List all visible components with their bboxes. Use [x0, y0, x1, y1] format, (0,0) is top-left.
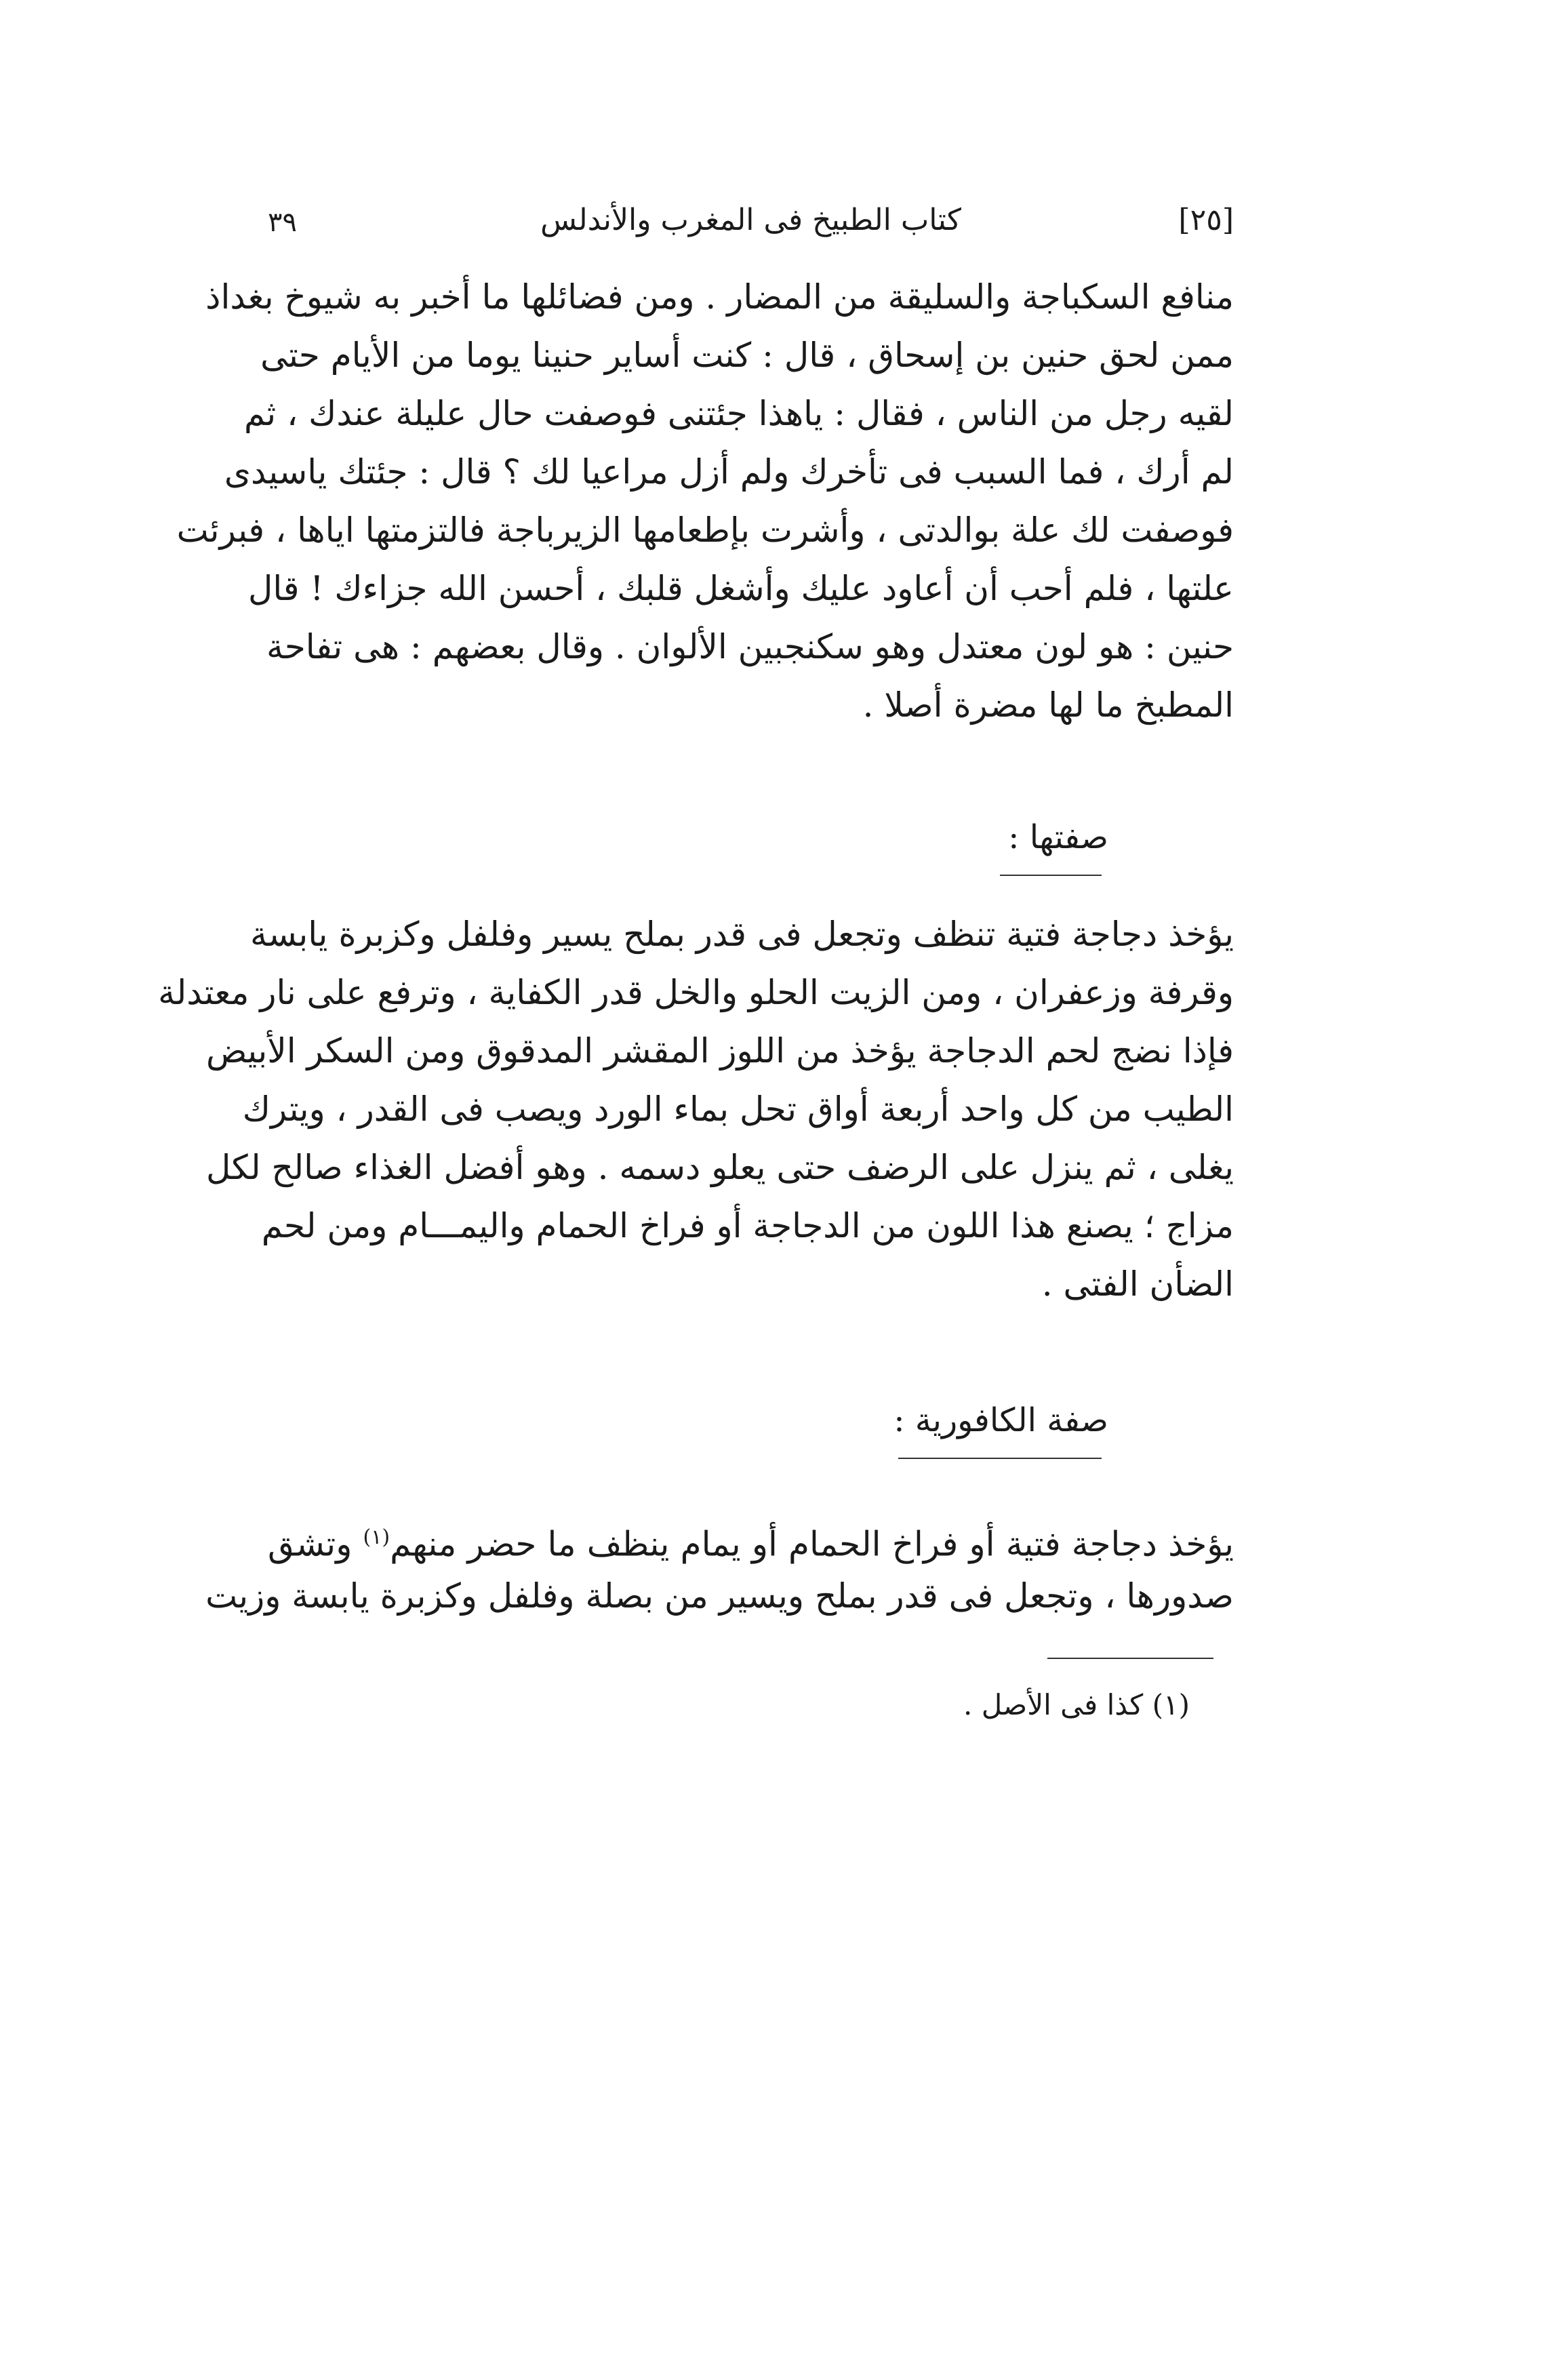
- paragraph-1: [176, 268, 1234, 734]
- text-line: يؤخذ دجاجة فتية تنظف وتجعل فى قدر بملح يسير وفلفل وكزبرة يابسة: [249, 915, 1234, 954]
- page-number: ٣٩: [268, 207, 297, 238]
- footnote: (١) كذا فى الأصل .: [963, 1688, 1190, 1721]
- text-segment: يؤخذ دجاجة فتية أو فراخ الحمام أو يمام ينظف ما حضر منهم: [390, 1524, 1234, 1564]
- footnote-separator: [1047, 1658, 1213, 1659]
- heading-underline: [1000, 875, 1102, 876]
- text-line: صدورها ، وتجعل فى قدر بملح ويسير من بصلة وفلفل وكزبرة يابسة وزيت: [205, 1576, 1234, 1616]
- text-line: لم أرك ، فما السبب فى تأخرك ولم أزل مراعيا لك ؟ قال : جئتك ياسيدى: [224, 452, 1234, 492]
- paragraph-3: [205, 1508, 1234, 1625]
- text-line: حنين : هو لون معتدل وهو سكنجبين الألوان . وقال بعضهم : هى تفاحة: [266, 627, 1234, 666]
- section-heading-sifatuha: صفتها :: [1008, 818, 1108, 856]
- section-heading-kafuriya: صفة الكافورية :: [893, 1401, 1108, 1439]
- text-line: فوصفت لك علة بوالدتى ، وأشرت بإطعامها الزيرباجة فالتزمتها اياها ، فبرئت: [176, 511, 1234, 550]
- text-line: المطبخ ما لها مضرة أصلا .: [862, 685, 1234, 725]
- text-line: يغلى ، ثم ينزل على الرضف حتى يعلو دسمه . وهو أفضل الغذاء صالح لكل: [205, 1148, 1234, 1187]
- text-line: الضأن الفتى .: [1041, 1264, 1234, 1304]
- text-segment: وتشق: [268, 1524, 363, 1564]
- text-line: وقرفة وزعفران ، ومن الزيت الحلو والخل قدر الكفاية ، وترفع على نار معتدلة: [158, 973, 1234, 1012]
- running-title: كتاب الطبيخ فى المغرب والأندلس: [540, 203, 961, 237]
- chapter-number: [٢٥]: [1178, 203, 1234, 237]
- text-line: الطيب من كل واحد أربعة أواق تحل بماء الورد ويصب فى القدر ، ويترك: [242, 1089, 1234, 1129]
- paragraph-2: [158, 905, 1234, 1313]
- text-line: ممن لحق حنين بن إسحاق ، قال : كنت أساير حنينا يوما من الأيام حتى: [260, 336, 1234, 375]
- text-line: فإذا نضج لحم الدجاجة يؤخذ من اللوز المقشر المدقوق ومن السكر الأبيض: [206, 1031, 1234, 1071]
- heading-underline: [898, 1458, 1102, 1459]
- text-line: لقيه رجل من الناس ، فقال : ياهذا جئتنى فوصفت حال عليلة عندك ، ثم: [243, 394, 1234, 433]
- text-line: منافع السكباجة والسليقة من المضار . ومن فضائلها ما أخبر به شيوخ بغداذ: [205, 277, 1234, 317]
- text-line: علتها ، فلم أحب أن أعاود عليك وأشغل قلبك ، أحسن الله جزاءك ! قال: [248, 569, 1234, 608]
- footnote-reference: (١): [363, 1525, 390, 1549]
- text-line: مزاج ؛ يصنع هذا اللون من الدجاجة أو فراخ الحمام واليمـــام ومن لحم: [261, 1206, 1234, 1245]
- page-header: [268, 193, 1234, 254]
- text-line: [268, 1508, 1234, 1567]
